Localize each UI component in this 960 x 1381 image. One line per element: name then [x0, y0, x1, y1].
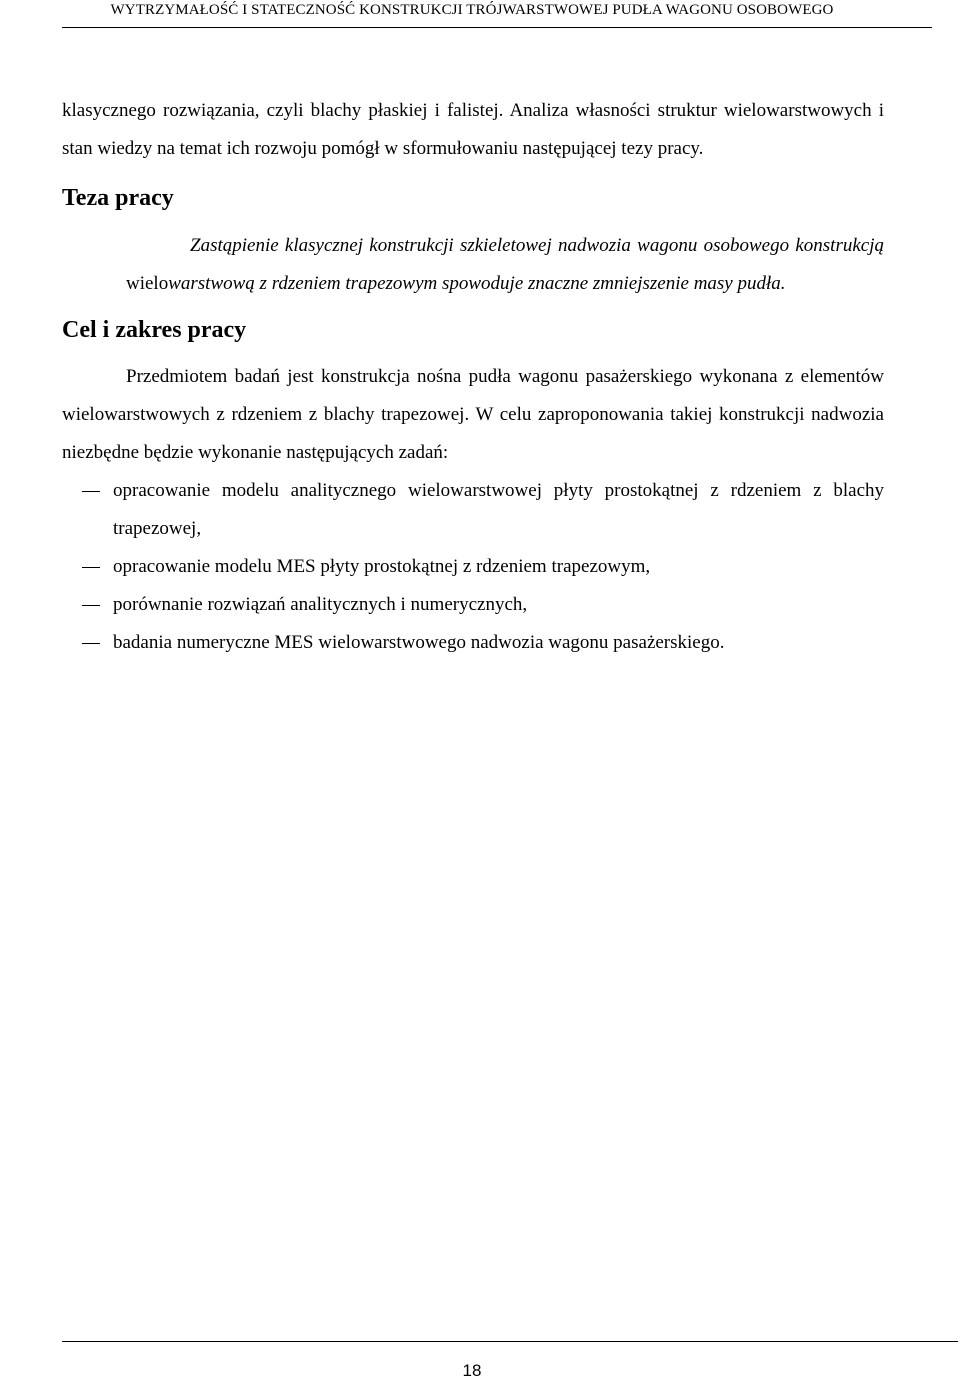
thesis-heading: Teza pracy — [62, 185, 174, 211]
task-list — [62, 472, 884, 662]
task-text: opracowanie modelu analitycznego wielowarstwowej płyty prostokątnej z rdzeniem z blachy trapezowej, — [113, 480, 884, 539]
scope-paragraph: Przedmiotem badań jest konstrukcja nośna pudła wagonu pasażerskiego wykonana z elementów wielowarstwowych z rdzeniem z blachy trapezowej. W celu zaproponowania takiej konstrukcji nadwozia niezbędne będzie wykonanie następujących zadań: — [62, 366, 884, 463]
task-item — [62, 586, 884, 624]
dash-bullet-icon — [82, 605, 100, 606]
task-text: badania numeryczne MES wielowarstwowego nadwozia wagonu pasażerskiego. — [113, 632, 725, 653]
thesis-text-italic-1: Zastąpienie klasycznej konstrukcji szkieletowej nadwozia wagonu osobowego konstrukcją — [190, 235, 884, 256]
task-item — [62, 624, 884, 662]
dash-bullet-icon — [82, 491, 100, 492]
running-header: WYTRZYMAŁOŚĆ I STATECZNOŚĆ KONSTRUKCJI TRÓJWARSTWOWEJ PUDŁA WAGONU OSOBOWEGO — [110, 2, 834, 18]
footer-rule — [62, 1341, 958, 1342]
dash-bullet-icon — [82, 567, 100, 568]
dash-bullet-icon — [82, 643, 100, 644]
task-item — [62, 548, 884, 586]
task-text: opracowanie modelu MES płyty prostokątnej z rdzeniem trapezowym, — [113, 556, 651, 577]
thesis-paragraph — [62, 227, 884, 303]
scope-heading: Cel i zakres pracy — [62, 317, 247, 343]
thesis-text-italic-2: warstwową z rdzeniem trapezowym spowoduje znaczne zmniejszenie masy pudła. — [168, 273, 786, 294]
page-number: 18 — [462, 1361, 482, 1380]
page-content — [62, 92, 884, 662]
intro-paragraph: klasycznego rozwiązania, czyli blachy płaskiej i falistej. Analiza własności struktur wielowarstwowych i stan wiedzy na temat ich rozwoju pomógł w sformułowaniu następującej tezy pracy. — [62, 100, 884, 159]
header-rule — [62, 27, 932, 28]
task-text: porównanie rozwiązań analitycznych i numerycznych, — [113, 594, 528, 615]
thesis-text-upright: wielo — [126, 273, 169, 294]
task-item — [62, 472, 884, 548]
